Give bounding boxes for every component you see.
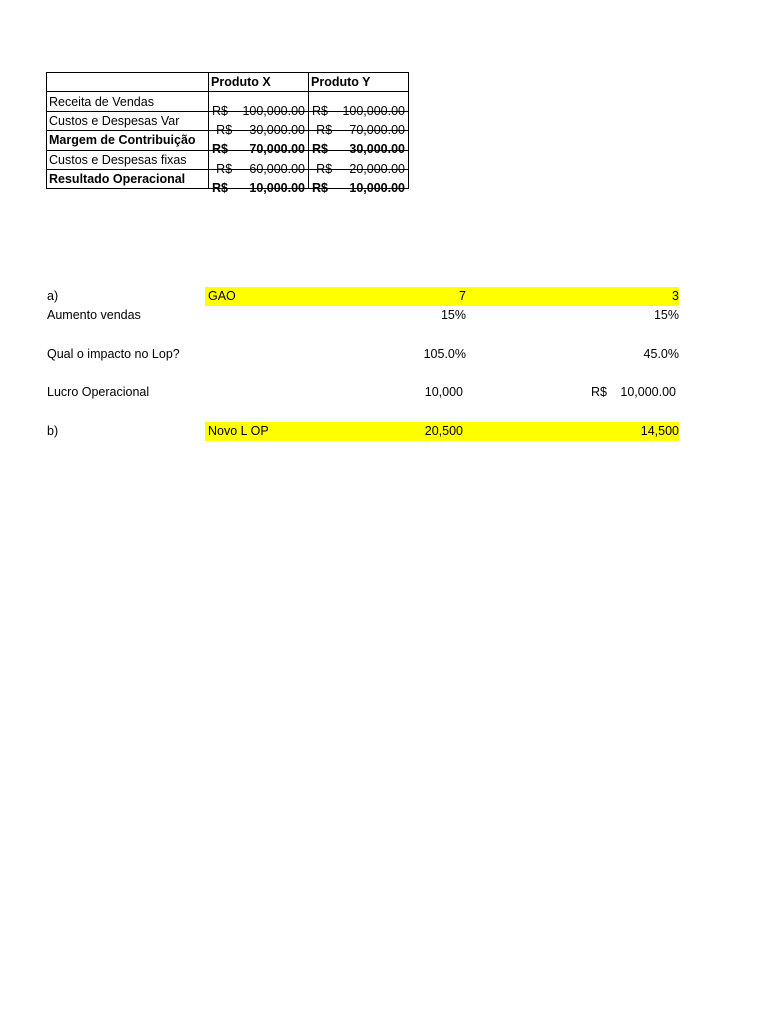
header-cell-empty[interactable] (47, 73, 209, 92)
currency-symbol: -R$ (312, 122, 333, 137)
cell-value: 70,000.00 (249, 142, 305, 157)
cell-value: 10,000.00 (349, 181, 405, 196)
gao-value-x[interactable]: 7 (380, 287, 466, 306)
header-produto-y[interactable]: Produto Y (309, 73, 409, 92)
table-row (47, 150, 409, 169)
gao-row (0, 287, 768, 306)
cell-produto-x[interactable] (209, 111, 309, 137)
table-header-row (47, 73, 409, 92)
currency-symbol: -R$ (312, 161, 333, 176)
cell-value: 60,000.00 (249, 161, 305, 176)
aumento-value-y[interactable]: 15% (653, 308, 679, 322)
cell-value: 70,000.00 (349, 122, 405, 137)
cell-produto-y[interactable] (309, 169, 409, 196)
lucro-label[interactable]: Lucro Operacional (47, 385, 150, 399)
aumento-label[interactable]: Aumento vendas (47, 308, 141, 322)
table-row (47, 92, 409, 111)
currency-symbol: R$ (312, 142, 328, 157)
currency-symbol: R$ (312, 103, 328, 118)
lucro-currency-y: R$ (591, 385, 607, 399)
currency-symbol: -R$ (212, 122, 233, 137)
novo-lop-label[interactable]: Novo L OP (205, 422, 466, 441)
novo-lop-row (0, 422, 768, 441)
cell-value: 30,000.00 (349, 142, 405, 157)
part-b-label[interactable]: b) (47, 424, 59, 438)
lucro-row (0, 383, 768, 402)
cell-produto-y[interactable] (309, 92, 409, 118)
cell-produto-x[interactable] (209, 169, 309, 196)
row-label[interactable]: Receita de Vendas (47, 92, 209, 111)
impacto-label[interactable]: Qual o impacto no Lop? (47, 347, 180, 361)
currency-symbol: R$ (212, 142, 228, 157)
cell-value: 20,000.00 (349, 161, 405, 176)
currency-symbol: R$ (212, 103, 228, 118)
impacto-value-x[interactable]: 105.0% (423, 347, 466, 361)
gao-value-y[interactable]: 3 (466, 287, 679, 306)
row-label[interactable]: Custos e Despesas Var (47, 111, 209, 130)
cell-value: 100,000.00 (342, 103, 405, 118)
row-label[interactable]: Resultado Operacional (47, 169, 209, 188)
row-label[interactable]: Margem de Contribuição (47, 131, 209, 150)
aumento-row (0, 306, 768, 325)
table-row (47, 169, 409, 188)
gao-label[interactable]: GAO (205, 287, 466, 306)
novo-lop-value-y[interactable]: 14,500 (466, 422, 679, 441)
part-a-label[interactable]: a) (47, 289, 59, 303)
lucro-value-x[interactable]: 10,000 (424, 385, 463, 399)
cell-value: 10,000.00 (249, 181, 305, 196)
cell-produto-x[interactable] (209, 131, 309, 157)
currency-symbol: -R$ (212, 161, 233, 176)
cell-produto-y[interactable] (309, 150, 409, 176)
currency-symbol: R$ (212, 181, 228, 196)
currency-symbol: R$ (312, 181, 328, 196)
cell-produto-x[interactable] (209, 92, 309, 118)
financial-table (46, 72, 409, 196)
impacto-row (0, 345, 768, 364)
cell-value: 100,000.00 (242, 103, 305, 118)
table-row (47, 111, 409, 130)
lucro-value-y[interactable]: 10,000.00 (620, 385, 676, 399)
cell-produto-x[interactable] (209, 150, 309, 176)
cell-produto-y[interactable] (309, 131, 409, 157)
novo-lop-value-x[interactable]: 20,500 (380, 422, 466, 441)
row-label[interactable]: Custos e Despesas fixas (47, 150, 209, 169)
aumento-value-x[interactable]: 15% (440, 308, 466, 322)
impacto-value-y[interactable]: 45.0% (643, 347, 679, 361)
table-row (47, 131, 409, 150)
cell-produto-y[interactable] (309, 111, 409, 137)
header-produto-x[interactable]: Produto X (209, 73, 309, 92)
cell-value: 30,000.00 (249, 122, 305, 137)
